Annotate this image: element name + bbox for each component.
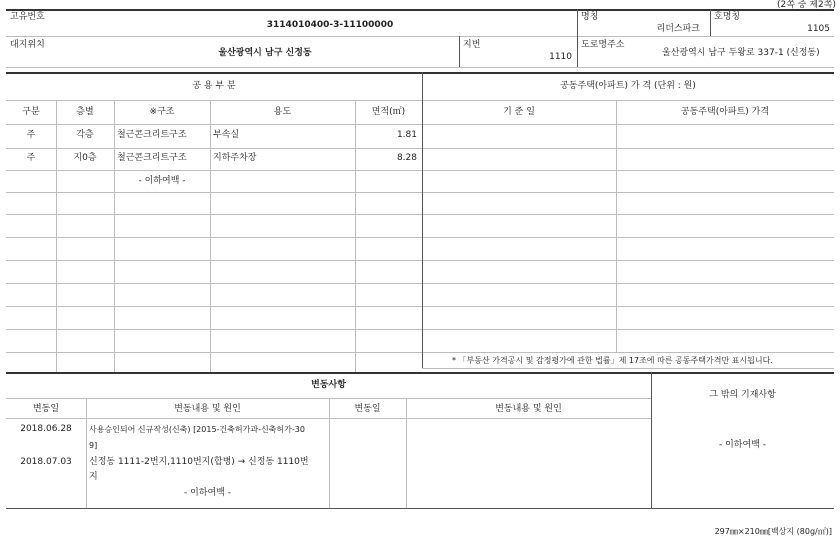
other-end-mark: - 이하여백 -	[719, 440, 766, 450]
col-change-date: 변동일	[32, 404, 60, 414]
other-title: 그 밖의 기재사항	[709, 390, 776, 400]
site-label: 대지위치	[10, 40, 45, 50]
common-title: 공 용 부 분	[192, 81, 236, 91]
table-cell: 지0층	[73, 153, 97, 163]
unit-value: 1105	[807, 24, 830, 34]
road-label: 도로명주소	[581, 40, 625, 50]
lot-label: 지번	[463, 40, 481, 50]
table-cell: 주	[26, 153, 36, 163]
unique-no-value: 3114010400-3-11100000	[266, 20, 394, 30]
price-note: * 「부동산 가격공시 및 감정평가에 관한 법률」제 17조에 따른 공동주택가격만 표시됩니다.	[452, 356, 773, 365]
change-content: 지	[89, 472, 98, 482]
col-base-date: 기 준 일	[503, 107, 535, 117]
change-date: 2018.06.28	[20, 424, 72, 434]
col-apt-price: 공동주택(아파트) 가격	[680, 107, 770, 117]
change-content: 사용승인되어 신규작성(신축) [2015-건축허가과-신축허가-30	[89, 425, 305, 434]
paper-spec-footer: 297㎜×210㎜[백상지 (80g/㎡)]	[714, 527, 832, 536]
col-floor: 층별	[76, 107, 94, 117]
name-value: 리더스파크	[656, 24, 700, 34]
table-cell: 지하주차장	[213, 153, 257, 163]
table-cell: 각층	[76, 130, 94, 140]
table-cell: 주	[26, 130, 36, 140]
table-cell: 1.81	[396, 130, 417, 140]
change-content: 9]	[89, 441, 98, 450]
lot-value: 1110	[549, 52, 572, 62]
common-end-mark: - 이하여백 -	[138, 176, 186, 186]
col-change-content-2: 변동내용 및 원인	[495, 404, 562, 414]
change-date: 2018.07.03	[20, 457, 72, 467]
table-cell: 철근콘크리트구조	[117, 153, 187, 163]
col-change-date-2: 변동일	[354, 404, 381, 414]
site-value: 울산광역시 남구 신정동	[218, 48, 312, 58]
change-content: 신정동 1111-2번지,1110번지(합병) → 신정동 1110번	[89, 457, 309, 467]
col-area: 면적(㎡)	[371, 107, 406, 117]
changes-title: 변동사항	[311, 380, 346, 390]
name-label: 명칭	[581, 12, 599, 22]
col-kind: 구분	[22, 107, 40, 117]
price-title: 공동주택(아파트) 가 격 (단위 : 원)	[560, 81, 696, 91]
table-cell: 철근콘크리트구조	[117, 130, 187, 140]
changes-end-mark: - 이하여백 -	[184, 488, 231, 498]
col-use: 용도	[273, 107, 292, 117]
col-structure: ※구조	[149, 107, 175, 117]
road-value: 울산광역시 남구 두왕로 337-1 (신정동)	[662, 48, 820, 58]
table-cell: 8.28	[396, 153, 417, 163]
col-change-content: 변동내용 및 원인	[174, 404, 241, 414]
table-cell: 부속실	[213, 130, 240, 140]
page-number-note: (2쪽 중 제2쪽)	[777, 0, 836, 10]
unique-no-label: 고유번호	[10, 12, 45, 22]
unit-label: 호명칭	[714, 12, 741, 22]
